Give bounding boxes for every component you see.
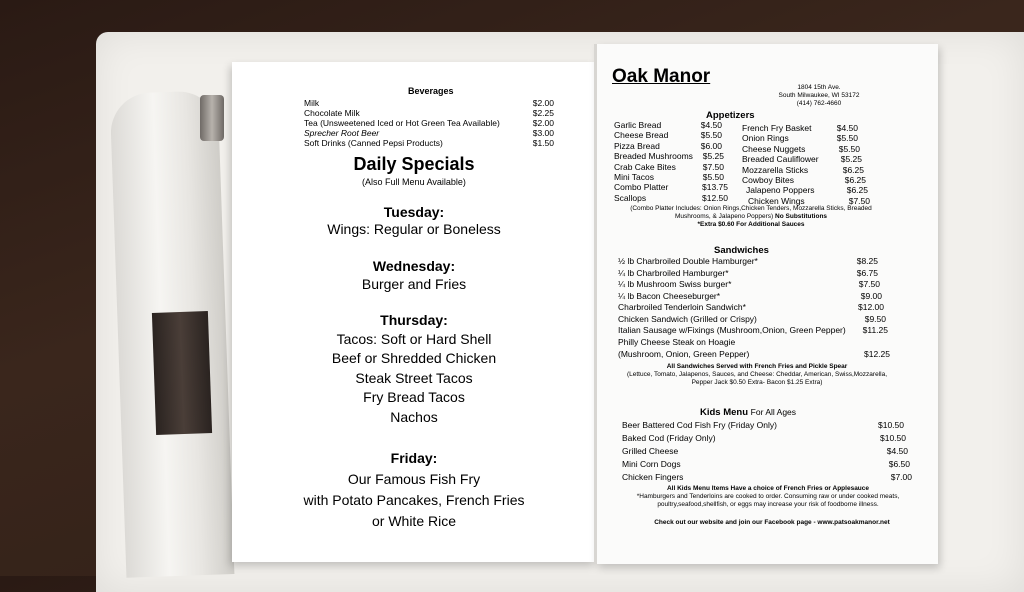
list-item: French Fry Basket $4.50	[742, 123, 858, 133]
list-item: Soft Drinks (Canned Pepsi Products) $1.50	[304, 138, 554, 148]
list-item: Tea (Unsweetened Iced or Hot Green Tea Available) $2.00	[304, 118, 554, 128]
list-item: Combo Platter $13.75	[614, 182, 728, 192]
appetizers-note: (Combo Platter Includes: Onion Rings,Chicken Tenders, Mozzarella Sticks, Breaded Mushrooms, & Jalapeno Poppers) No Substitutions *Extra $0.60 For Additional Sauces	[630, 205, 872, 228]
thursday-label: Thursday:	[380, 312, 448, 328]
list-item: Onion Rings $5.50	[742, 133, 858, 143]
list-item: Charbroiled Tenderloin Sandwich* $12.00	[618, 302, 884, 312]
tuesday-label: Tuesday:	[383, 204, 445, 220]
kids-title: Kids Menu For All Ages	[700, 407, 797, 418]
sandwiches-title: Sandwiches	[714, 245, 769, 256]
list-item: Cowboy Bites $6.25	[742, 175, 866, 185]
thursday-item: Beef or Shredded Chicken	[331, 350, 497, 366]
list-item: Italian Sausage w/Fixings (Mushroom,Onion, Green Pepper) $11.25	[618, 325, 888, 335]
list-item: Cheese Nuggets $5.50	[742, 144, 860, 154]
fork-icon	[200, 95, 224, 141]
list-item: Jalapeno Poppers $6.25	[746, 185, 868, 195]
thursday-item: Steak Street Tacos	[355, 370, 473, 386]
wednesday-item: Burger and Fries	[361, 276, 467, 292]
list-item: Garlic Bread $4.50	[614, 120, 722, 130]
list-item: Breaded Mushrooms $5.25	[614, 151, 724, 161]
friday-label: Friday:	[390, 450, 438, 466]
beverages-list	[304, 98, 554, 148]
list-item: Milk $2.00	[304, 98, 554, 108]
restaurant-address: 1804 15th Ave. South Milwaukee, WI 53172 (414) 762-4660	[778, 84, 860, 107]
restaurant-name: Oak Manor	[612, 66, 711, 87]
sandwiches-note: All Sandwiches Served with French Fries and Pickle Spear (Lettuce, Tomato, Jalapenos, Sauces, and Cheese: Cheddar, American, Swiss,Mozzarella, Pepper Jack $0.50 Extra- Bacon $1.25 Extra)	[626, 363, 888, 386]
list-item: Pizza Bread $6.00	[614, 141, 722, 151]
list-item: Chicken Fingers $7.00	[622, 472, 912, 482]
friday-item: Our Famous Fish Fry	[347, 471, 481, 487]
list-item: Chicken Sandwich (Grilled or Crispy) $9.50	[618, 314, 886, 324]
list-item: ¼ lb Bacon Cheeseburger* $9.00	[618, 291, 882, 301]
list-item: (Mushroom, Onion, Green Pepper) $12.25	[618, 349, 890, 359]
beverages-title: Beverages	[408, 86, 454, 96]
list-item: Sprecher Root Beer $3.00	[304, 128, 554, 138]
list-item: Cheese Bread $5.50	[614, 130, 722, 140]
friday-item: with Potato Pancakes, French Fries	[303, 492, 525, 508]
list-item: Crab Cake Bites $7.50	[614, 162, 724, 172]
appetizers-title: Appetizers	[706, 110, 755, 121]
kids-note: All Kids Menu Items Have a choice of French Fries or Applesauce *Hamburgers and Tenderloins are cooked to order. Consuming raw or under cooked meats, poultry,seafood,shellfish, or eggs may increase your risk of foodborne illness.	[636, 485, 900, 508]
list-item: Baked Cod (Friday Only) $10.50	[622, 433, 906, 443]
list-item: ½ lb Charbroiled Double Hamburger* $8.25	[618, 256, 878, 266]
napkin-band	[152, 311, 212, 435]
thursday-item: Fry Bread Tacos	[363, 389, 465, 405]
specials-subtitle: (Also Full Menu Available)	[362, 177, 466, 187]
list-item: Breaded Cauliflower $5.25	[742, 154, 862, 164]
thursday-item: Nachos	[390, 409, 438, 425]
thursday-item: Tacos: Soft or Hard Shell	[336, 331, 492, 347]
list-item: Mozzarella Sticks $6.25	[742, 165, 864, 175]
list-item: Scallops $12.50	[614, 193, 728, 203]
footer-website: Check out our website and join our Facebook page - www.patsoakmanor.net	[654, 519, 890, 526]
list-item: Mini Corn Dogs $6.50	[622, 459, 910, 469]
wednesday-label: Wednesday:	[372, 258, 456, 274]
list-item: Grilled Cheese $4.50	[622, 446, 908, 456]
list-item: Beer Battered Cod Fish Fry (Friday Only) $10.50	[622, 420, 904, 430]
list-item: Mini Tacos $5.50	[614, 172, 724, 182]
list-item: Chicken Wings $7.50	[748, 196, 870, 206]
friday-item: or White Rice	[371, 513, 457, 529]
list-item: Chocolate Milk $2.25	[304, 108, 554, 118]
specials-title: Daily Specials	[353, 154, 475, 174]
list-item: ¼ lb Charbroiled Hamburger* $6.75	[618, 268, 878, 278]
list-item: ¼ lb Mushroom Swiss burger* $7.50	[618, 279, 880, 289]
tuesday-item: Wings: Regular or Boneless	[327, 221, 501, 237]
list-item: Philly Cheese Steak on Hoagie	[618, 337, 736, 347]
